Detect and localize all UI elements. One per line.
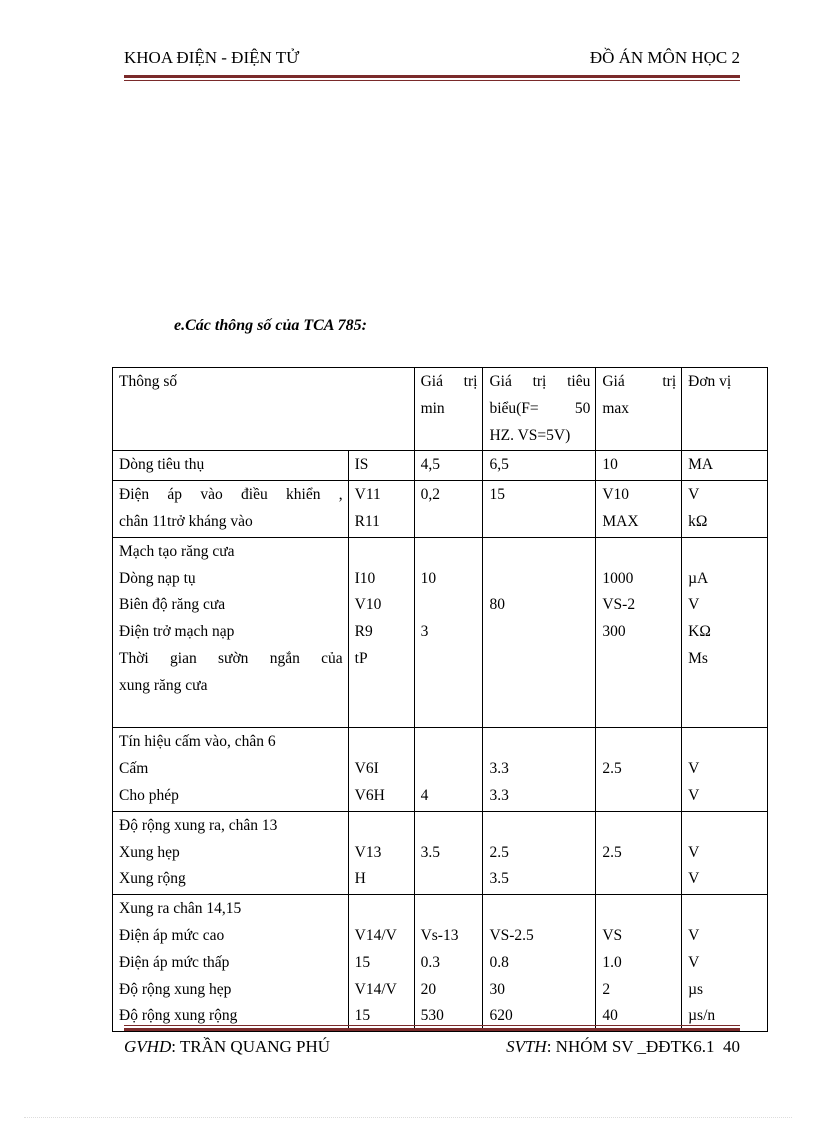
cell-min: 10 3 (414, 537, 483, 728)
footer-rule-thin (124, 1025, 740, 1026)
cell-typ: 80 (483, 537, 596, 728)
cell-typ: 2.5 3.5 (483, 811, 596, 894)
cell-param: Điện áp vào điều khiển , chân 11trở kháng vào (113, 481, 349, 538)
cell-unit: V V (682, 811, 768, 894)
cell-unit: µA V KΩ Ms (682, 537, 768, 728)
table-header-row (113, 368, 768, 451)
cell-min: 0,2 (414, 481, 483, 538)
footer-students: SVTH: NHÓM SV _ĐĐTK6.1 40 (506, 1037, 740, 1056)
header-min: Giá trị min (414, 368, 483, 451)
page-number: 40 (723, 1037, 740, 1056)
cell-typ: 3.3 3.3 (483, 728, 596, 811)
table-row (113, 895, 768, 1032)
table-row (113, 451, 768, 481)
header-faculty: KHOA ĐIỆN - ĐIỆN TỬ (124, 48, 300, 67)
cell-param: Dòng tiêu thụ (113, 451, 349, 481)
table-row (113, 811, 768, 894)
table-row (113, 537, 768, 728)
cell-unit: V V (682, 728, 768, 811)
cell-typ: VS-2.5 0.8 30 620 (483, 895, 596, 1032)
footer-rule-thick (124, 1028, 740, 1031)
header-unit: Đơn vị (682, 368, 768, 451)
cell-typ: 15 (483, 481, 596, 538)
footer-supervisor: GVHD: TRẦN QUANG PHÚ (124, 1037, 331, 1056)
section-title: e.Các thông số của TCA 785: (174, 317, 367, 334)
cell-unit: V kΩ (682, 481, 768, 538)
header-typ: Giá trị tiêu biểu(F= 50 HZ. VS=5V) (483, 368, 596, 451)
cell-param: Xung ra chân 14,15 Điện áp mức cao Điện áp mức thấp Độ rộng xung hẹp Độ rộng xung rộng (113, 895, 349, 1032)
cell-max: VS 1.0 2 40 (596, 895, 682, 1032)
page-header (124, 48, 740, 72)
cell-param: Mạch tạo răng cưa Dòng nạp tụ Biên độ răng cưa Điện trở mạch nạp Thời gian sườn ngắn của xung răng cưa (113, 537, 349, 728)
cell-unit: V V µs µs/n (682, 895, 768, 1032)
header-rule-thick (124, 75, 740, 78)
cell-max: V10 MAX (596, 481, 682, 538)
cell-typ: 6,5 (483, 451, 596, 481)
spec-table (112, 367, 768, 1032)
cell-symbol: V13 H (348, 811, 414, 894)
page-bottom-edge (24, 1117, 792, 1118)
header-course: ĐỒ ÁN MÔN HỌC 2 (589, 48, 740, 67)
cell-max: 2.5 (596, 811, 682, 894)
cell-max: 10 (596, 451, 682, 481)
cell-min: Vs-13 0.3 20 530 (414, 895, 483, 1032)
page-footer (124, 1037, 740, 1061)
cell-symbol: V6I V6H (348, 728, 414, 811)
cell-unit: MA (682, 451, 768, 481)
header-max: Giá trị max (596, 368, 682, 451)
cell-max: 2.5 (596, 728, 682, 811)
cell-symbol: IS (348, 451, 414, 481)
cell-symbol: V14/V 15 V14/V 15 (348, 895, 414, 1032)
cell-symbol: V11 R11 (348, 481, 414, 538)
table-row (113, 481, 768, 538)
cell-param: Tín hiệu cấm vào, chân 6 Cấm Cho phép (113, 728, 349, 811)
cell-max: 1000 VS-2 300 (596, 537, 682, 728)
cell-min: 3.5 (414, 811, 483, 894)
cell-param: Độ rộng xung ra, chân 13 Xung hẹp Xung rộng (113, 811, 349, 894)
header-rule-thin (124, 80, 740, 81)
cell-symbol: I10 V10 R9 tP (348, 537, 414, 728)
header-param: Thông số (113, 368, 415, 451)
table-row (113, 728, 768, 811)
cell-min: 4,5 (414, 451, 483, 481)
cell-min: 4 (414, 728, 483, 811)
